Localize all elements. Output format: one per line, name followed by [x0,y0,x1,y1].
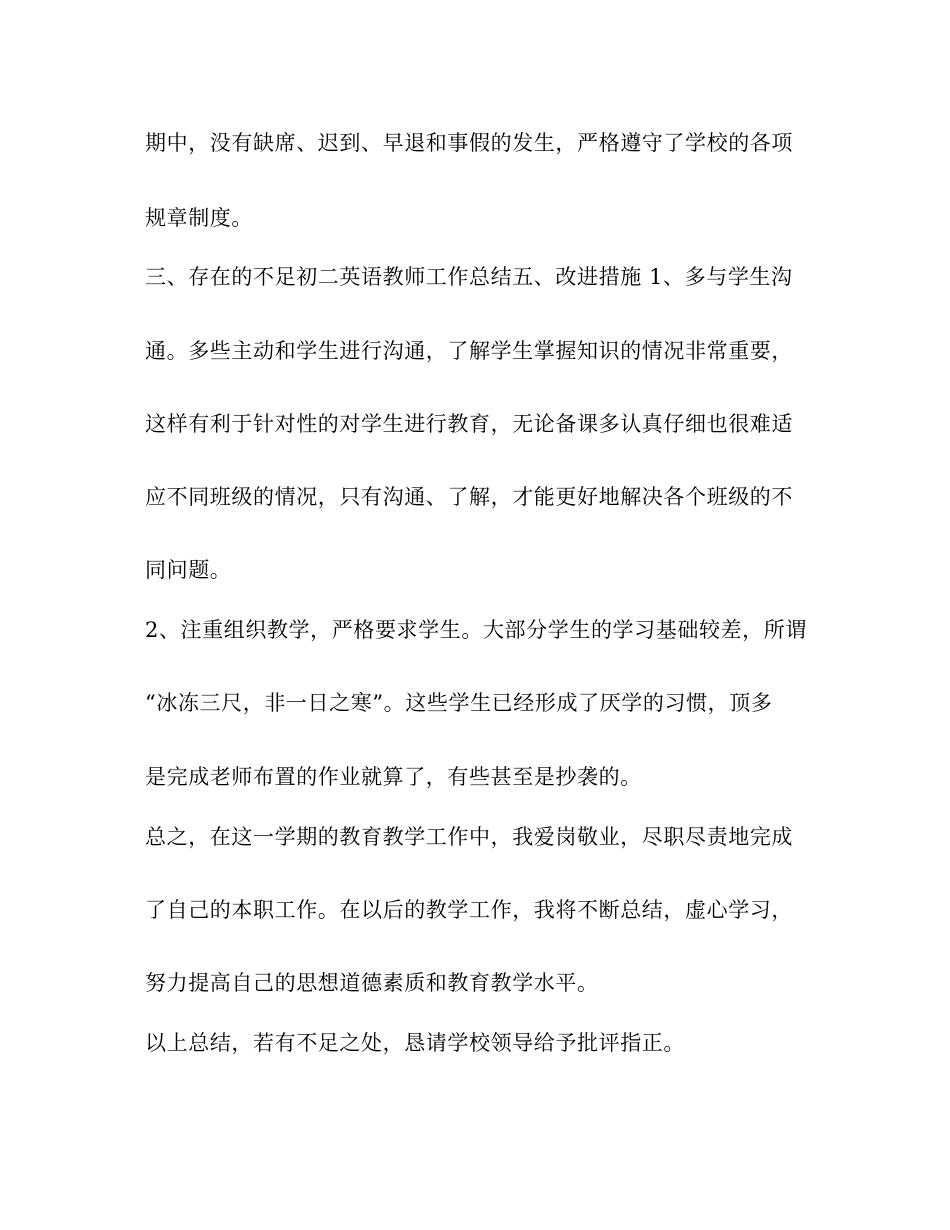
text-line: 同问题。 [145,558,232,582]
text-line: 努力提高自己的思想道德素质和教育教学水平。 [145,971,599,995]
text-line: 2、注重组织教学，严格要求学生。大部分学生的学习基础较差，所谓 [145,618,807,642]
text-line: 期中，没有缺席、迟到、早退和事假的发生，严格遵守了学校的各项 [145,131,793,155]
text-line: 了自己的本职工作。在以后的教学工作，我将不断总结，虚心学习， [145,898,793,922]
text-line: 通。多些主动和学生进行沟通，了解学生掌握知识的情况非常重要， [145,339,793,363]
text-line: 以上总结，若有不足之处，恳请学校领导给予批评指正。 [145,1031,685,1055]
text-line: “冰冻三尺，非一日之寒”。这些学生已经形成了厌学的习惯，顶多 [145,691,773,715]
text-line: 应不同班级的情况，只有沟通、了解，才能更好地解决各个班级的不 [145,485,793,509]
text-line: 三、存在的不足初二英语教师工作总结五、改进措施 1、多与学生沟 [145,265,793,289]
text-line: 规章制度。 [145,206,253,230]
text-line: 是完成老师布置的作业就算了，有些甚至是抄袭的。 [145,765,642,789]
text-line: 这样有利于针对性的对学生进行教育，无论备课多认真仔细也很难适 [145,412,793,436]
text-line: 总之，在这一学期的教育教学工作中，我爱岗敬业，尽职尽责地完成 [145,825,793,849]
